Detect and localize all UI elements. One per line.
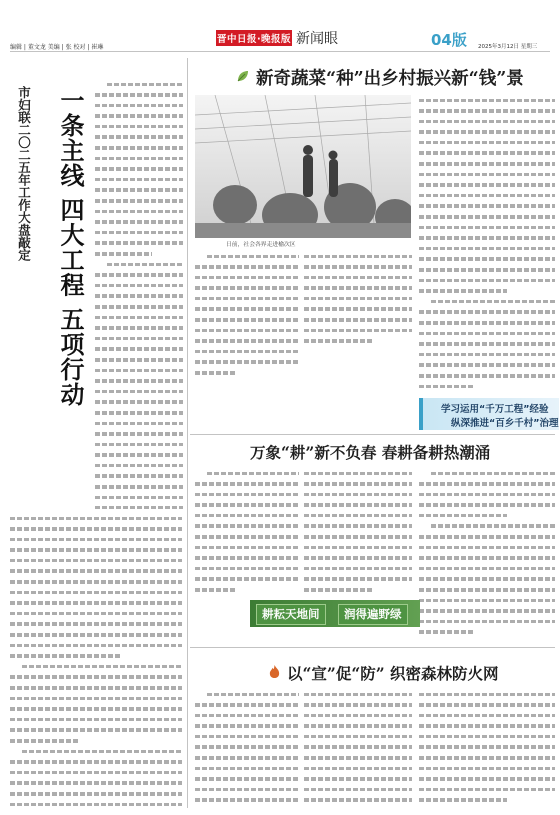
farming-banner-part-2: 润得遍野绿 xyxy=(338,604,408,625)
story-3-headline: 以“宣”促“防” 织密森林防火网 xyxy=(287,664,499,683)
story-1-body-col-2 xyxy=(304,251,412,347)
lead-story-byline xyxy=(95,79,183,90)
story-3-body-col-1 xyxy=(195,689,299,809)
story-1-headline: 新奇蔬菜“种”出乡村振兴新“钱”景 xyxy=(256,69,524,89)
story-2-body-col-1 xyxy=(195,468,299,596)
masthead-brand-logo: 晋中日报·晚报版 xyxy=(216,30,292,46)
story-2-body-col-3 xyxy=(419,468,555,640)
section-rule-2 xyxy=(190,647,555,648)
story-3-body-col-2 xyxy=(304,689,412,809)
governance-banner xyxy=(419,398,559,430)
masthead-edition: 04版 xyxy=(431,31,467,49)
lead-story-body-bottom xyxy=(10,513,182,808)
story-1-photo-caption: 日前，社会各界走进榆次区 xyxy=(226,242,296,248)
lead-story-headline: 一条主线 四大工程 五项行动 xyxy=(56,88,85,407)
story-1-photo xyxy=(195,95,411,238)
farming-banner xyxy=(250,600,420,627)
story-1-body-col-1 xyxy=(195,251,299,383)
farming-banner-part-1: 耕耘天地间 xyxy=(256,604,326,625)
masthead-date: 2025年3月12日 星期三 xyxy=(478,44,538,50)
lead-story-subhead: 市妇联二〇二五年工作大盘敲定 xyxy=(16,86,32,261)
flame-icon xyxy=(268,664,281,679)
column-divider-left xyxy=(187,58,188,808)
story-2-headline: 万象“耕”新不负春 春耕备耕热潮涌 xyxy=(250,443,491,462)
section-rule-1 xyxy=(190,434,555,435)
story-3-body-col-3 xyxy=(419,689,555,809)
masthead-section: 新闻眼 xyxy=(296,31,338,47)
governance-banner-line-2: 纵深推进“百乡千村”治理 xyxy=(451,418,559,429)
masthead-rule xyxy=(10,51,550,52)
story-1-body-col-3 xyxy=(419,95,555,391)
story-2-body-col-2 xyxy=(304,468,412,596)
greenhouse-photo-image xyxy=(195,95,411,238)
leaf-icon xyxy=(236,69,250,83)
lead-story-body-top xyxy=(95,79,183,509)
masthead-editors: 编辑 | 董文龙 美编 | 张 校对 | 崔琳 xyxy=(10,44,104,51)
governance-banner-line-1: 学习运用“千万工程”经验 xyxy=(441,404,549,415)
